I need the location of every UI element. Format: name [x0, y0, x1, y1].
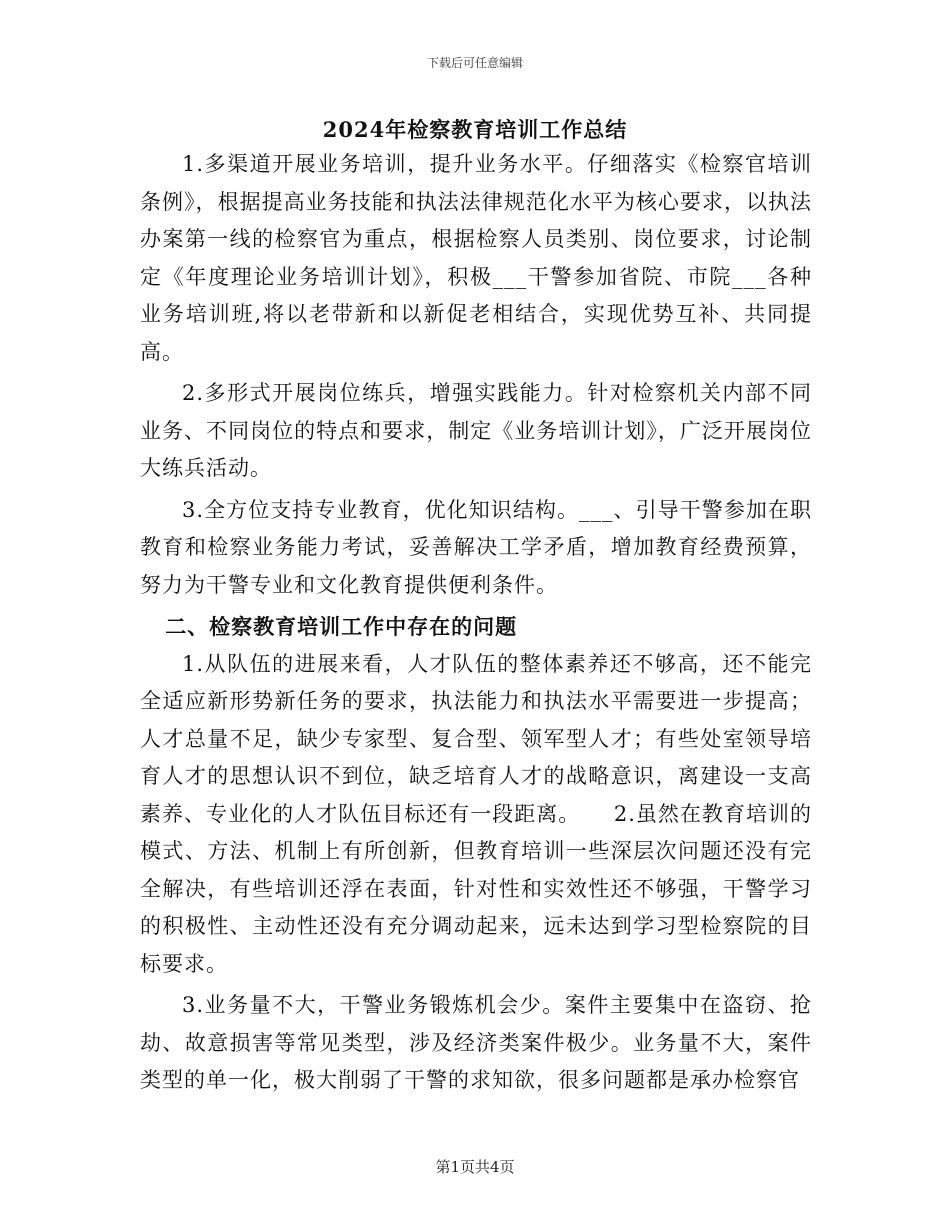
paragraph-1: 1.多渠道开展业务培训，提升业务水平。仔细落实《检察官培训条例》，根据提高业务技能和执法法律规范化水平为核心要求，以执法办案第一线的检察官为重点，根据检察人员类别、岗位要求，讨论制定《年度理论业务培训计划》，积极___干警参加省院、市院___各种业务培训班,将以老带新和以新促老相结合，实现优势互补、共同提高。	[140, 152, 812, 364]
page-number: 第1页共4页	[435, 1158, 515, 1176]
document-title: 2024年检察教育培训工作总结	[322, 117, 628, 142]
paragraph-4: 1.从队伍的进展来看，人才队伍的整体素养还不够高，还不能完全适应新形势新任务的要求，执法能力和执法水平需要进一步提高；人才总量不足，缺少专家型、复合型、领军型人才；有些处室领导培育人才的思想认识不到位，缺乏培育人才的战略意识，离建设一支高素养、专业化的人才队伍目标还有一段距离。 2.虽然在教育培训的模式、方法、机制上有所创新，但教育培训一些深层次问题还没有完全解决，有些培训还浮在表面，针对性和实效性还不够强，干警学习的积极性、主动性还没有充分调动起来，远未达到学习型检察院的目标要求。	[140, 651, 812, 976]
paragraph-2: 2.多形式开展岗位练兵，增强实践能力。针对检察机关内部不同业务、不同岗位的特点和要求，制定《业务培训计划》，广泛开展岗位大练兵活动。	[140, 381, 812, 480]
paragraph-5: 3.业务量不大，干警业务锻炼机会少。案件主要集中在盗窃、抢劫、故意损害等常见类型，涉及经济类案件极少。业务量不大，案件类型的单一化，极大削弱了干警的求知欲，很多问题都是承办检察官	[140, 993, 812, 1092]
document-body	[140, 146, 812, 1104]
header-note: 下载后可任意编辑	[426, 56, 523, 70]
section-heading: 二、检察教育培训工作中存在的问题	[165, 614, 518, 639]
paragraph-3: 3.全方位支持专业教育，优化知识结构。___、引导干警参加在职教育和检察业务能力考试，妥善解决工学矛盾，增加教育经费预算，努力为干警专业和文化教育提供便利条件。	[140, 497, 812, 597]
